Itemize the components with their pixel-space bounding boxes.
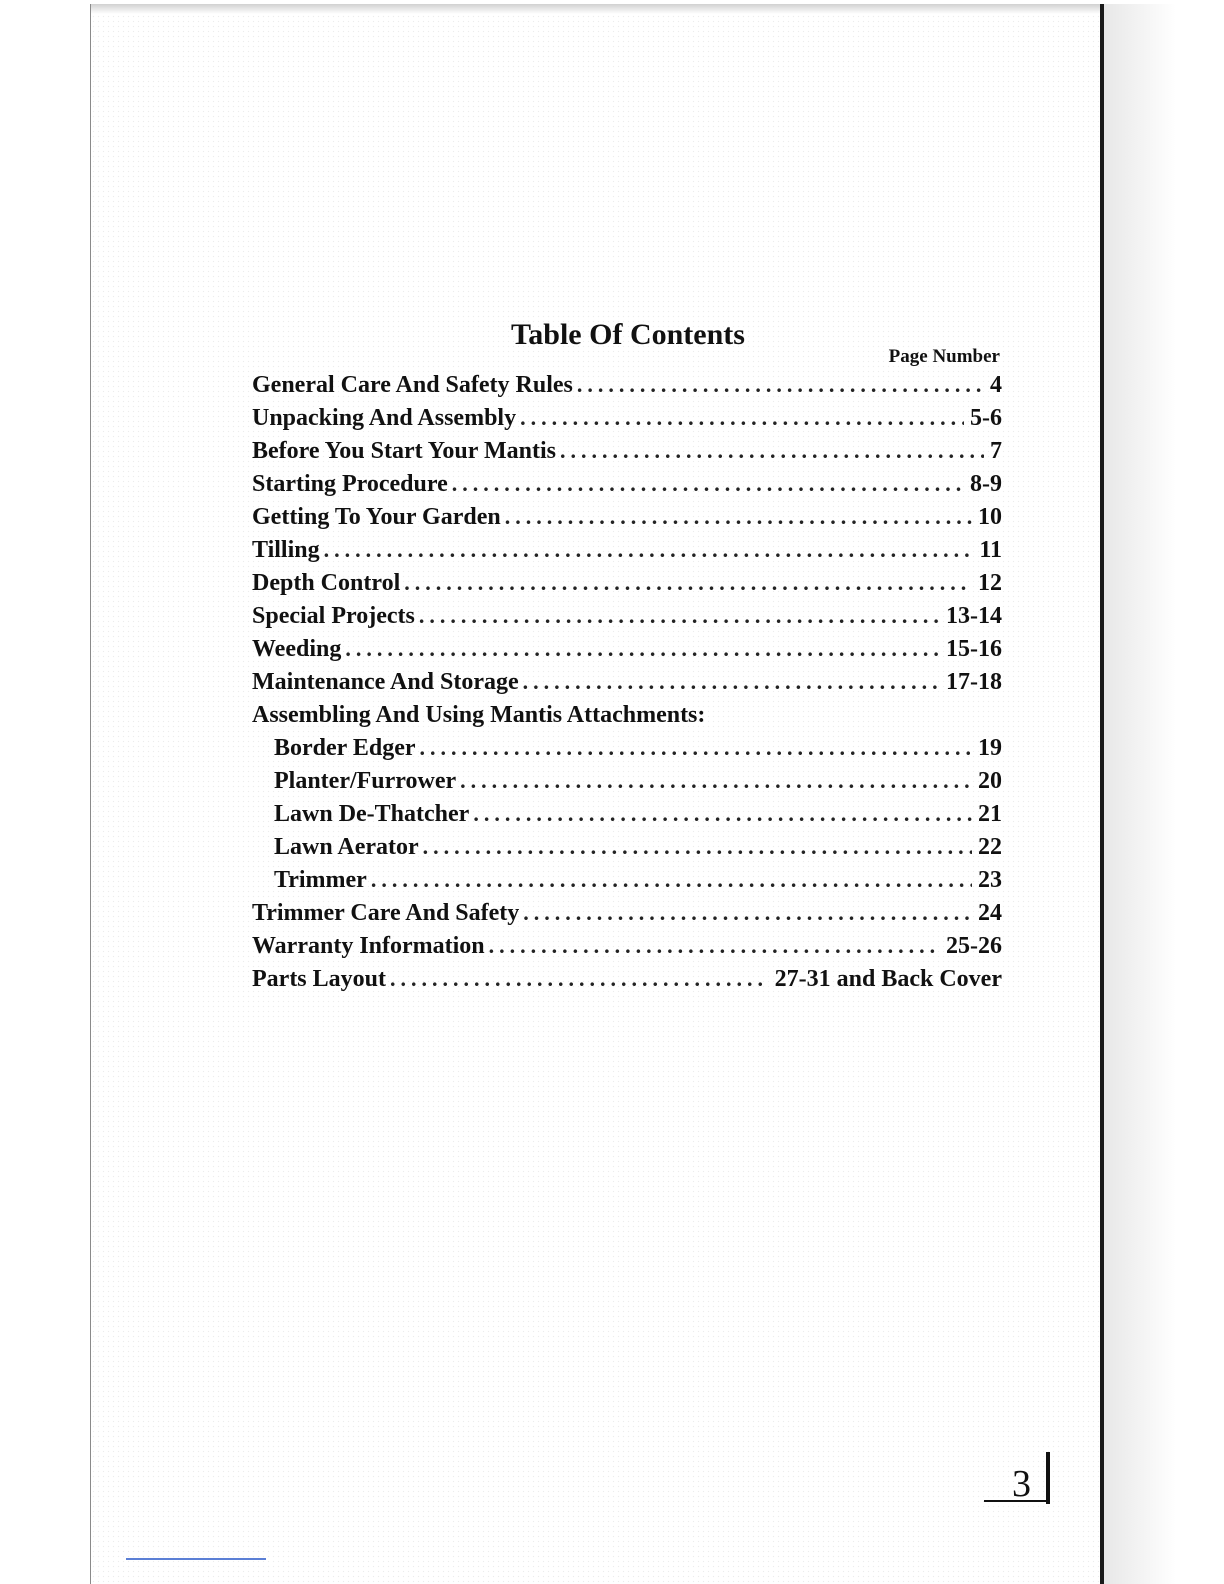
toc-dot-leader xyxy=(473,801,972,827)
folio-vertical-rule xyxy=(1046,1452,1050,1504)
toc-entry xyxy=(252,900,1002,933)
toc-entry xyxy=(252,702,1002,735)
toc-entry-label: Border Edger xyxy=(274,735,416,761)
page-folio-number: 3 xyxy=(1012,1463,1031,1505)
toc-dot-leader xyxy=(423,834,972,860)
table-of-contents xyxy=(252,372,1002,999)
page-right-shadow xyxy=(1104,4,1224,1584)
toc-entry xyxy=(252,504,1002,537)
toc-entry xyxy=(252,834,1002,867)
toc-entry-label: Lawn Aerator xyxy=(274,834,419,860)
toc-entry-label: Lawn De-Thatcher xyxy=(274,801,470,827)
toc-entry xyxy=(252,438,1002,471)
toc-entry-label: Unpacking And Assembly xyxy=(252,405,517,431)
toc-entry-page: 10 xyxy=(978,504,1002,530)
toc-entry-page: 7 xyxy=(990,438,1002,464)
toc-entry-label: Before You Start Your Mantis xyxy=(252,438,556,464)
toc-entry xyxy=(252,867,1002,900)
toc-entry-page: 17-18 xyxy=(946,669,1002,695)
page-title: Table Of Contents xyxy=(511,318,745,352)
toc-dot-leader xyxy=(452,471,964,497)
toc-entry-label: Trimmer xyxy=(274,867,367,893)
toc-entry-page: 4 xyxy=(990,372,1002,398)
toc-entry-label: Planter/Furrower xyxy=(274,768,457,794)
toc-entry-label: Maintenance And Storage xyxy=(252,669,519,695)
toc-dot-leader xyxy=(460,768,972,794)
toc-dot-leader xyxy=(489,933,940,959)
toc-dot-leader xyxy=(345,636,940,662)
toc-entry xyxy=(252,735,1002,768)
toc-entry-label: Trimmer Care And Safety xyxy=(252,900,520,926)
toc-entry-label: Getting To Your Garden xyxy=(252,504,501,530)
toc-entry xyxy=(252,669,1002,702)
toc-entry-page: 21 xyxy=(978,801,1002,827)
toc-entry xyxy=(252,471,1002,504)
toc-entry xyxy=(252,768,1002,801)
toc-dot-leader xyxy=(324,537,974,563)
toc-dot-leader xyxy=(577,372,984,398)
toc-entry-page: 24 xyxy=(978,900,1002,926)
toc-entry-label: Assembling And Using Mantis Attachments: xyxy=(252,702,706,728)
toc-dot-leader xyxy=(404,570,972,596)
toc-entry-page: 12 xyxy=(978,570,1002,596)
toc-entry-page: 20 xyxy=(978,768,1002,794)
page-left-edge xyxy=(90,4,91,1584)
toc-entry-label: Tilling xyxy=(252,537,320,563)
toc-dot-leader xyxy=(523,900,972,926)
toc-entry-label: Parts Layout xyxy=(252,966,386,992)
toc-entry-page: 15-16 xyxy=(946,636,1002,662)
toc-dot-leader xyxy=(420,735,972,761)
toc-dot-leader xyxy=(560,438,984,464)
toc-dot-leader xyxy=(419,603,940,629)
toc-entry-page: 22 xyxy=(978,834,1002,860)
toc-entry-page: 8-9 xyxy=(970,471,1002,497)
toc-entry-label: Weeding xyxy=(252,636,342,662)
bottom-scan-mark xyxy=(126,1558,266,1560)
toc-entry xyxy=(252,966,1002,999)
toc-dot-leader xyxy=(505,504,972,530)
toc-entry xyxy=(252,603,1002,636)
toc-entry xyxy=(252,537,1002,570)
toc-entry-label: Depth Control xyxy=(252,570,401,596)
toc-entry xyxy=(252,636,1002,669)
toc-entry-page: 25-26 xyxy=(946,933,1002,959)
toc-dot-leader xyxy=(371,867,972,893)
toc-entry-page: 5-6 xyxy=(970,405,1002,431)
toc-entry xyxy=(252,801,1002,834)
toc-entry-label: General Care And Safety Rules xyxy=(252,372,573,398)
toc-entry-label: Starting Procedure xyxy=(252,471,448,497)
toc-entry xyxy=(252,570,1002,603)
toc-entry-page: 19 xyxy=(978,735,1002,761)
toc-entry xyxy=(252,405,1002,438)
toc-dot-leader xyxy=(520,405,964,431)
toc-dot-leader xyxy=(523,669,940,695)
toc-entry-label: Warranty Information xyxy=(252,933,485,959)
toc-dot-leader xyxy=(390,966,769,992)
toc-entry-page: 23 xyxy=(978,867,1002,893)
toc-entry-page: 11 xyxy=(979,537,1002,563)
toc-entry-label: Special Projects xyxy=(252,603,415,629)
toc-entry xyxy=(252,372,1002,405)
toc-entry-page: 13-14 xyxy=(946,603,1002,629)
page-number-column-header: Page Number xyxy=(888,346,1000,367)
toc-entry-page: 27-31 and Back Cover xyxy=(774,966,1002,992)
page-top-edge xyxy=(90,4,1102,14)
toc-entry xyxy=(252,933,1002,966)
